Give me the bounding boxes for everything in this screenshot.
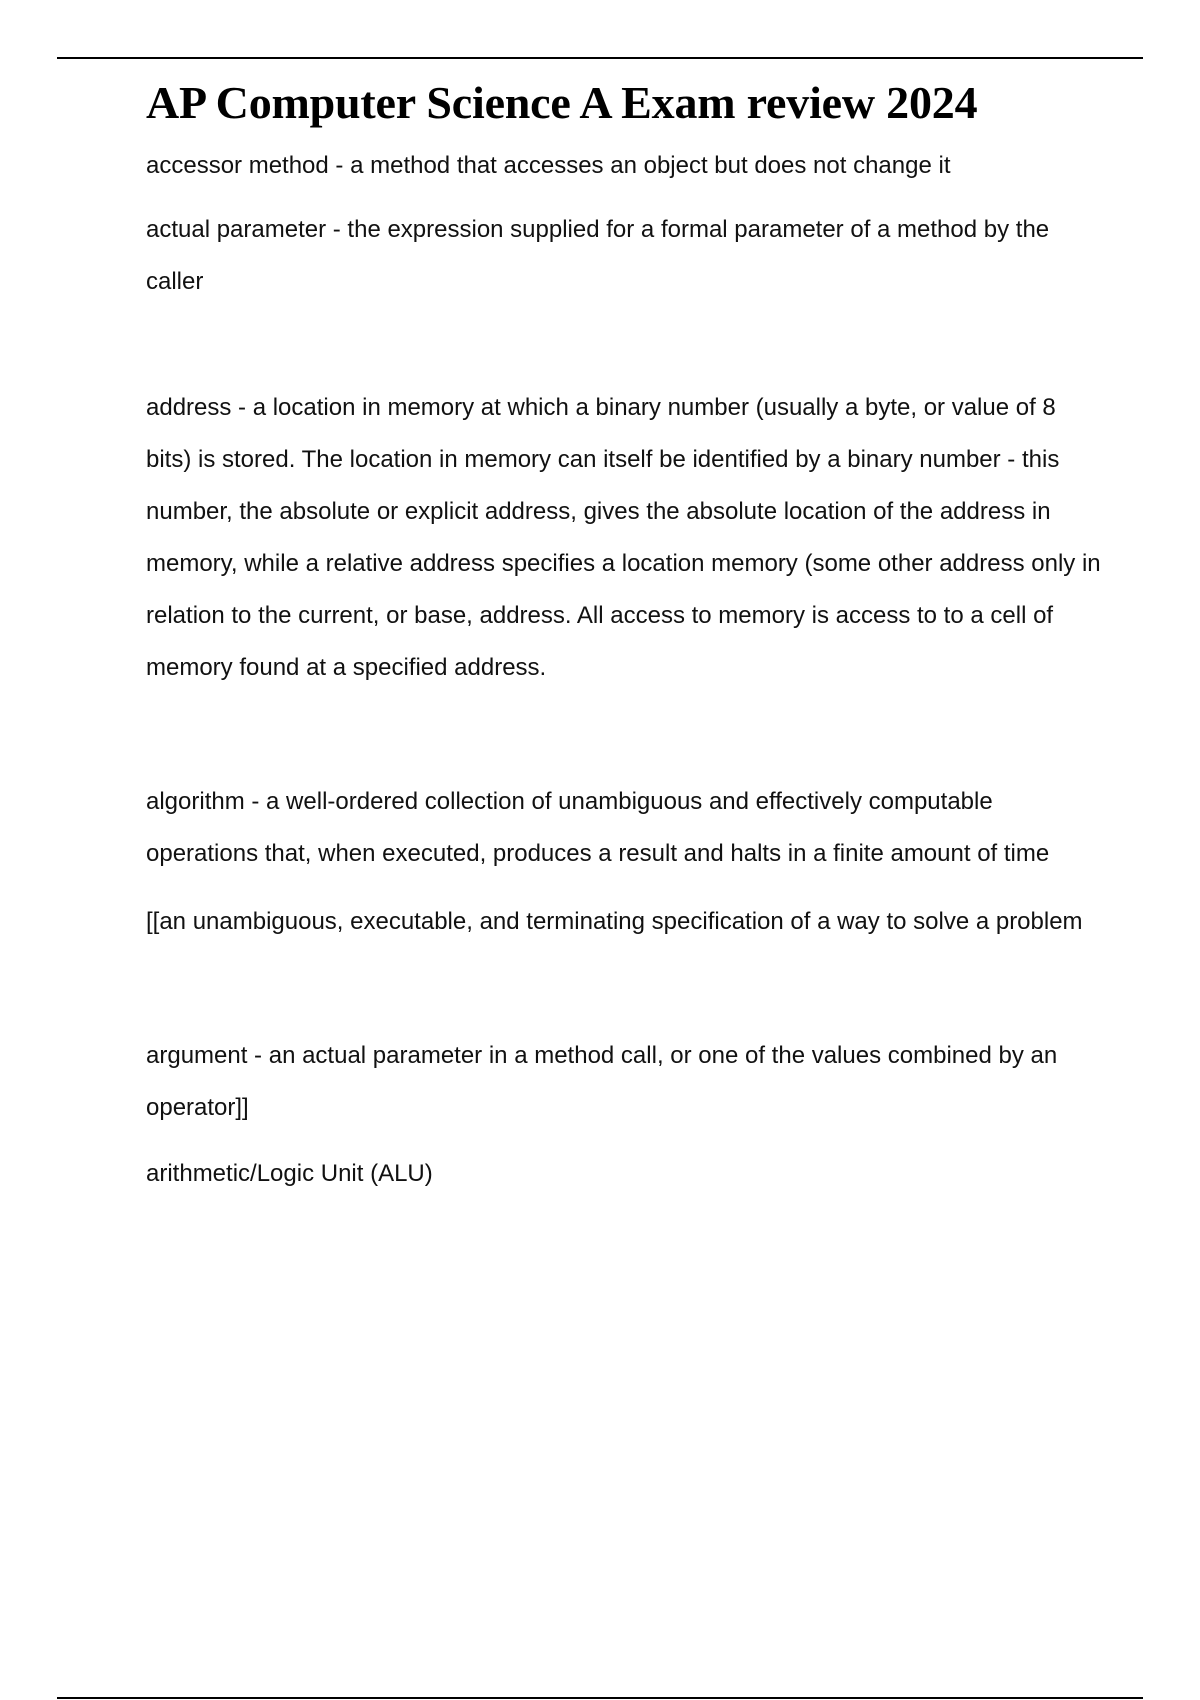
top-rule (57, 57, 1143, 59)
definition-argument: argument - an actual parameter in a method call, or one of the values combined by an operator]] (146, 1042, 1058, 1121)
bottom-rule (57, 1697, 1143, 1699)
definition-algorithm: algorithm - a well-ordered collection of unambiguous and effectively computable operations that, when executed, produces a result and halts in a finite amount of time (146, 788, 1050, 867)
definition-address: address - a location in memory at which a binary number (usually a byte, or value of 8 bits) is stored. The location in memory can itself be identified by a binary number - this number, the absolute or explicit address, gives the absolute location of the address in memory, while a relative address specifies a location memory (some other address only in relation to the current, or base, address. All access to memory is access to to a cell of memory found at a specified address. (146, 394, 1101, 681)
definition-accessor-method: accessor method - a method that accesses an object but does not change it (146, 152, 951, 179)
definition-algorithm-note: [[an unambiguous, executable, and terminating specification of a way to solve a problem (146, 908, 1083, 935)
definition-alu: arithmetic/Logic Unit (ALU) (146, 1160, 433, 1187)
document-title: AP Computer Science A Exam review 2024 (146, 77, 978, 128)
definition-actual-parameter: actual parameter - the expression supplied for a formal parameter of a method by the caller (146, 216, 1050, 295)
document-body (146, 70, 1106, 1200)
